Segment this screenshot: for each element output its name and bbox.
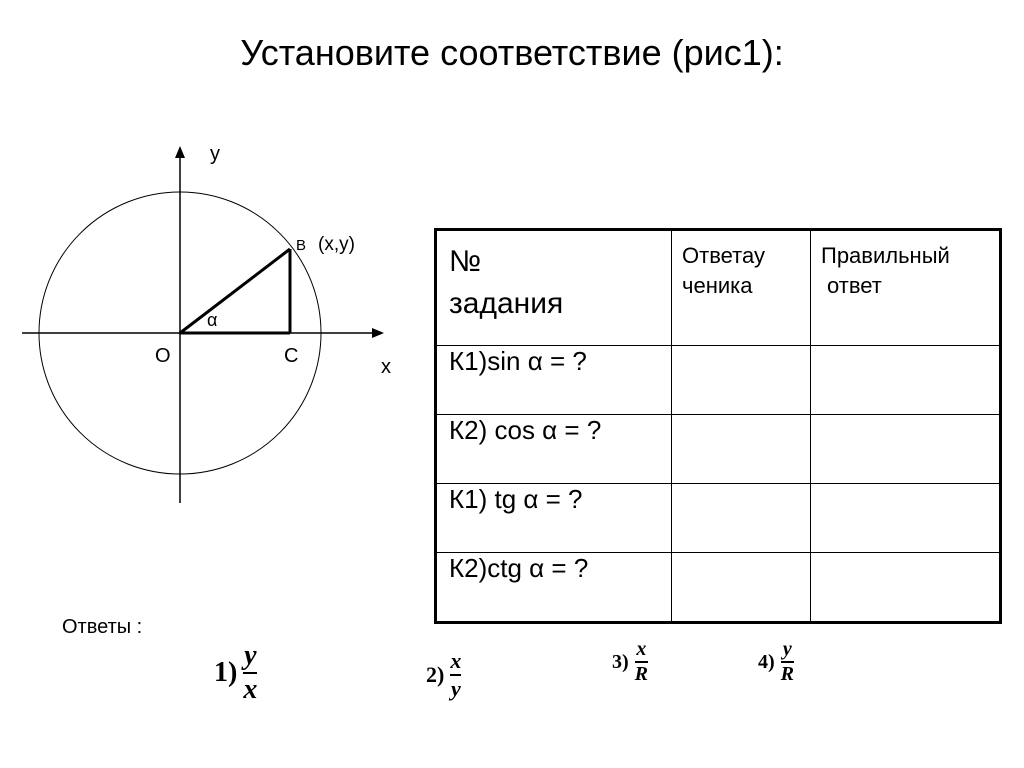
correct-answer-cell[interactable] <box>811 346 1001 415</box>
header-correct-answer-line1: Правильный <box>821 243 950 268</box>
table-row <box>436 484 1001 553</box>
answer-option-4 <box>758 638 794 686</box>
y-axis-arrow-icon <box>175 146 185 158</box>
x-axis-label: x <box>381 356 391 378</box>
header-task-number <box>436 230 672 346</box>
correct-answer-cell[interactable] <box>811 415 1001 484</box>
fraction-denominator: R <box>780 663 795 685</box>
table-row <box>436 553 1001 623</box>
student-answer-cell[interactable] <box>672 484 811 553</box>
task-cell: К1) tg α = ? <box>436 484 672 553</box>
correct-answer-cell[interactable] <box>811 484 1001 553</box>
header-student-answer-line1: Ответау <box>682 243 765 268</box>
answer-option-2 <box>426 648 461 702</box>
header-student-answer <box>672 230 811 346</box>
correct-answer-cell[interactable] <box>811 553 1001 623</box>
answer-fraction <box>243 640 257 706</box>
fraction-numerator: y <box>244 640 257 671</box>
student-answer-cell[interactable] <box>672 346 811 415</box>
fraction-numerator: y <box>782 638 792 660</box>
answer-fraction <box>635 638 648 686</box>
answer-fraction <box>781 638 794 686</box>
fraction-numerator: x <box>636 638 647 660</box>
fraction-denominator: y <box>450 676 461 701</box>
answer-fraction <box>450 648 461 702</box>
y-axis-label: y <box>210 143 220 165</box>
answer-number: 1) <box>214 657 238 688</box>
origin-label: O <box>155 345 171 367</box>
fraction-denominator: R <box>634 663 649 685</box>
header-correct-answer-line2: ответ <box>827 273 882 298</box>
student-answer-cell[interactable] <box>672 553 811 623</box>
table-row <box>436 415 1001 484</box>
task-cell: К2) cos α = ? <box>436 415 672 484</box>
header-correct-answer <box>811 230 1001 346</box>
table-row <box>436 346 1001 415</box>
point-b-label: B <box>296 237 307 254</box>
point-c-label: C <box>284 345 299 367</box>
fraction-denominator: x <box>243 674 258 705</box>
tasks-table <box>434 228 1002 624</box>
header-student-answer-line2: ченика <box>682 273 753 298</box>
task-cell: К2)ctg α = ? <box>436 553 672 623</box>
point-b-coords: (x,y) <box>318 234 355 255</box>
angle-alpha-label: α <box>207 310 218 330</box>
answer-number: 3) <box>612 650 629 673</box>
table-header-row <box>436 230 1001 346</box>
task-cell: К1)sin α = ? <box>436 346 672 415</box>
page-title: Установите соответствие (рис1): <box>240 32 784 73</box>
answers-label: Ответы : <box>62 616 143 638</box>
unit-circle-figure <box>0 0 420 520</box>
fraction-numerator: x <box>450 648 462 673</box>
answer-number: 4) <box>758 650 775 673</box>
student-answer-cell[interactable] <box>672 415 811 484</box>
header-task-number-line1: № <box>449 245 482 278</box>
answer-option-3 <box>612 638 648 686</box>
x-axis-arrow-icon <box>372 328 384 338</box>
radius-ob <box>180 249 290 333</box>
answer-option-1 <box>214 640 257 706</box>
answer-number: 2) <box>426 662 445 687</box>
header-task-number-line2: задания <box>449 287 564 320</box>
